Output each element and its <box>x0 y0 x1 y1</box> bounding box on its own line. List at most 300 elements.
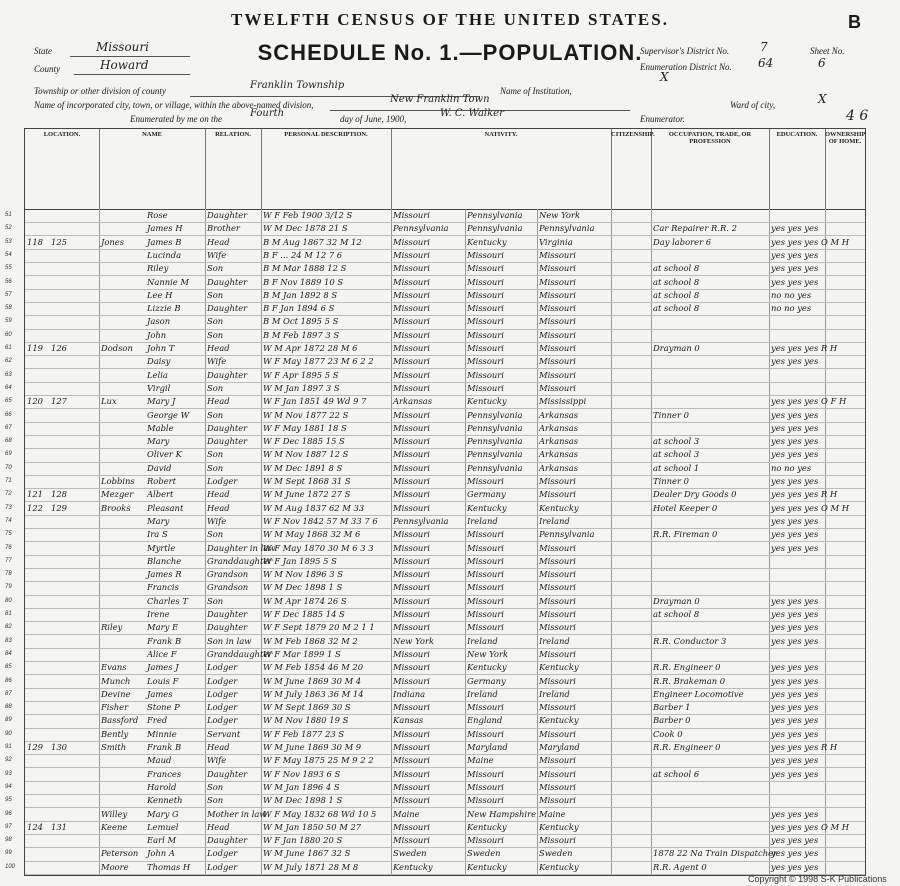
cell-edu: yes yes yes <box>771 422 819 433</box>
table-row <box>5 741 865 755</box>
cell-b1: Missouri <box>393 249 430 260</box>
cell-b2: Missouri <box>467 356 504 367</box>
cell-b2: England <box>467 715 503 726</box>
cell-b2: Kentucky <box>467 236 507 247</box>
cell-b2: Missouri <box>467 529 504 540</box>
cell-b1: New York <box>393 635 435 646</box>
col-ownership: OWNERSHIP OF HOME. <box>825 131 866 145</box>
cell-rel: Daughter <box>207 303 248 314</box>
line-number: 95 <box>5 797 12 804</box>
page-title: TWELFTH CENSUS OF THE UNITED STATES. <box>231 10 669 29</box>
table-row <box>5 249 865 263</box>
cell-b2: Missouri <box>467 276 504 287</box>
cell-given: Mary E <box>147 622 179 633</box>
cell-desc: W M June 1867 32 S <box>263 848 351 859</box>
cell-desc: W F Nov 1842 57 M 33 7 6 <box>263 515 378 526</box>
table-row <box>5 688 865 702</box>
col-citizenship: CITIZENSHIP. <box>611 129 652 209</box>
cell-b2: Missouri <box>467 476 504 486</box>
cell-edu: yes yes yes R H <box>771 343 838 353</box>
cell-sur: Peterson <box>101 848 139 859</box>
line-number: 52 <box>5 225 12 232</box>
cell-b2: Missouri <box>467 768 504 779</box>
cell-b1: Missouri <box>393 609 430 619</box>
cell-desc: W M Feb 1868 32 M 2 <box>263 635 358 646</box>
cell-b1: Missouri <box>393 742 430 752</box>
township-value: Franklin Township <box>250 80 345 91</box>
cell-edu: yes yes yes <box>771 449 819 460</box>
cell-b2: Pennsylvania <box>467 210 523 220</box>
cell-occ: Day laborer 6 <box>653 236 712 247</box>
cell-b3: Missouri <box>539 263 576 274</box>
cell-sur: Keene <box>101 821 128 832</box>
cell-b1: Missouri <box>393 489 430 500</box>
cell-sur: Brooks <box>101 502 131 513</box>
line-number: 90 <box>5 730 12 737</box>
cell-rel: Head <box>207 502 230 513</box>
cell-dw: 129 <box>27 742 43 752</box>
cell-b2: Maryland <box>467 742 508 752</box>
line-number: 76 <box>5 544 12 551</box>
cell-b1: Missouri <box>393 276 430 287</box>
cell-rel: Wife <box>207 356 227 367</box>
table-row <box>5 382 865 396</box>
cell-given: James R <box>147 569 182 580</box>
cell-b2: Pennsylvania <box>467 449 523 460</box>
table-row <box>5 847 865 861</box>
cell-rel: Daughter <box>207 210 248 220</box>
cell-edu: no no yes <box>771 303 812 314</box>
line-number: 55 <box>5 265 12 272</box>
cell-edu: yes yes yes <box>771 356 819 367</box>
county-value: Howard <box>100 58 149 72</box>
cell-b3: Missouri <box>539 728 576 739</box>
cell-b3: Missouri <box>539 476 576 486</box>
cell-b1: Kansas <box>393 715 424 726</box>
cell-b3: Missouri <box>539 303 576 314</box>
cell-given: Francis <box>147 582 179 593</box>
cell-given: Lelia <box>147 369 168 380</box>
cell-given: Lucinda <box>147 249 182 260</box>
cell-given: Maud <box>147 755 172 766</box>
cell-rel: Son <box>207 595 224 606</box>
cell-b2: Missouri <box>467 582 504 593</box>
cell-b3: Missouri <box>539 249 576 260</box>
cell-b2: Pennsylvania <box>467 223 523 234</box>
cell-edu: yes yes yes <box>771 263 819 274</box>
cell-occ: at school 6 <box>653 768 700 779</box>
line-number: 93 <box>5 770 12 777</box>
cell-b3: Missouri <box>539 781 576 792</box>
table-row <box>5 528 865 542</box>
cell-given: John T <box>147 343 175 353</box>
cell-b3: Pennsylvania <box>539 223 595 234</box>
cell-fam: 125 <box>51 236 67 247</box>
cell-given: Harold <box>147 781 177 792</box>
cell-rel: Daughter <box>207 768 248 779</box>
table-row <box>5 289 865 303</box>
cell-rel: Son <box>207 781 224 792</box>
cell-dw: 124 <box>27 821 43 832</box>
cell-desc: W F Sept 1879 20 M 2 1 1 <box>263 622 375 633</box>
cell-rel: Son <box>207 329 224 340</box>
cell-desc: W F Jan 1851 49 Wd 9 7 <box>263 396 367 407</box>
cell-b2: Missouri <box>467 795 504 806</box>
cell-b1: Indiana <box>393 688 426 699</box>
cell-occ: R.R. Brakeman 0 <box>653 675 726 686</box>
table-row <box>5 595 865 609</box>
cell-given: Charles T <box>147 595 188 606</box>
cell-given: Mary G <box>147 808 179 819</box>
line-number: 71 <box>5 478 12 484</box>
cell-given: Stone P <box>147 702 180 713</box>
line-number: 66 <box>5 411 12 418</box>
cell-desc: W F May 1870 30 M 6 3 3 <box>263 542 374 553</box>
cell-b3: Kentucky <box>539 861 579 872</box>
cell-desc: W F Dec 1885 14 S <box>263 609 345 619</box>
cell-rel: Head <box>207 396 230 407</box>
line-number: 97 <box>5 823 12 830</box>
cell-occ: R.R. Conductor 3 <box>653 635 727 646</box>
table-row <box>5 754 865 768</box>
cell-rel: Lodger <box>207 675 238 686</box>
state-value: Missouri <box>96 40 149 54</box>
cell-b1: Missouri <box>393 476 430 486</box>
cell-rel: Daughter <box>207 622 248 633</box>
cell-rel: Wife <box>207 249 227 260</box>
cell-rel: Son in law <box>207 635 252 646</box>
cell-b2: Missouri <box>467 316 504 327</box>
line-number: 74 <box>5 517 12 524</box>
supervisor-label: Supervisor's District No. <box>640 46 730 56</box>
cell-rel: Servant <box>207 728 241 739</box>
cell-rel: Granddaughter <box>207 555 273 566</box>
cell-desc: W M June 1872 27 S <box>263 489 351 500</box>
cell-desc: W M Apr 1872 28 M 6 <box>263 343 358 353</box>
cell-given: Jason <box>147 316 171 327</box>
cell-occ: at school 8 <box>653 263 700 274</box>
cell-b2: Missouri <box>467 263 504 274</box>
cell-b2: Missouri <box>467 249 504 260</box>
enum-district-value: 64 <box>758 56 774 70</box>
cell-b3: Kentucky <box>539 821 579 832</box>
cell-b1: Missouri <box>393 502 430 513</box>
cell-desc: W M Aug 1837 62 M 33 <box>263 502 365 513</box>
line-number: 68 <box>5 438 12 445</box>
county-label: County <box>34 64 60 74</box>
cell-rel: Lodger <box>207 848 238 859</box>
cell-edu: yes yes yes <box>771 409 819 420</box>
cell-desc: W M Nov 1887 12 S <box>263 449 349 460</box>
cell-b1: Missouri <box>393 369 430 380</box>
cell-edu: yes yes yes O M H <box>771 821 850 832</box>
col-nativity: NATIVITY. <box>391 129 612 209</box>
line-number: 70 <box>5 464 12 471</box>
cell-b2: Missouri <box>467 343 504 353</box>
cell-edu: yes yes yes <box>771 609 819 619</box>
line-number: 60 <box>5 331 12 338</box>
cell-desc: W F May 1881 18 S <box>263 422 347 433</box>
table-row <box>5 355 865 369</box>
county-underline <box>74 74 190 75</box>
line-number: 85 <box>5 664 12 671</box>
cell-b1: Missouri <box>393 462 430 473</box>
cell-b2: Missouri <box>467 329 504 340</box>
table-row <box>5 302 865 316</box>
schedule-title: SCHEDULE No. 1.—POPULATION. <box>257 40 643 65</box>
line-number: 84 <box>5 650 12 657</box>
cell-desc: W M June 1869 30 M 4 <box>263 675 362 686</box>
cell-desc: W F Jan 1880 20 S <box>263 835 343 846</box>
cell-b3: Missouri <box>539 755 576 766</box>
cell-desc: W M Dec 1898 1 S <box>263 795 343 806</box>
enumerator-label: Enumerator. <box>640 114 685 124</box>
cell-b3: Ireland <box>539 515 570 526</box>
table-row <box>5 555 865 569</box>
cell-sur: Munch <box>101 675 131 686</box>
cell-b3: Missouri <box>539 329 576 340</box>
cell-b1: Missouri <box>393 569 430 580</box>
cell-b2: Missouri <box>467 728 504 739</box>
cell-b1: Pennsylvania <box>393 223 449 234</box>
cell-edu: yes yes yes O M H <box>771 236 850 247</box>
table-row <box>5 661 865 675</box>
cell-b3: Kentucky <box>539 715 579 726</box>
cell-given: Virgil <box>147 382 171 393</box>
cell-edu: yes yes yes <box>771 249 819 260</box>
cell-rel: Wife <box>207 755 227 766</box>
cell-given: Kenneth <box>147 795 183 806</box>
cell-sur: Jones <box>101 236 125 247</box>
cell-rel: Lodger <box>207 715 238 726</box>
cell-occ: R.R. Agent 0 <box>653 861 707 872</box>
cell-given: Riley <box>147 263 169 274</box>
cell-rel: Daughter <box>207 609 248 619</box>
sheet-value: 6 <box>818 56 826 70</box>
cell-edu: yes yes yes <box>771 848 819 859</box>
cell-desc: W M Dec 1878 21 S <box>263 223 348 234</box>
cell-occ: R.R. Engineer 0 <box>653 662 721 673</box>
line-number: 67 <box>5 424 12 431</box>
cell-desc: W F May 1877 23 M 6 2 2 <box>263 356 374 367</box>
table-row <box>5 568 865 582</box>
cell-occ: R.R. Fireman 0 <box>653 529 718 540</box>
cell-b1: Missouri <box>393 343 430 353</box>
cell-given: Frank B <box>147 635 182 646</box>
cell-sur: Bently <box>101 728 129 739</box>
line-number: 58 <box>5 305 12 312</box>
cell-edu: yes yes yes <box>771 768 819 779</box>
cell-b3: Maryland <box>539 742 580 752</box>
line-number: 62 <box>5 358 12 365</box>
line-number: 81 <box>5 611 12 617</box>
table-row <box>5 608 865 622</box>
cell-b3: Arkansas <box>539 449 579 460</box>
table-row <box>5 462 865 476</box>
cell-edu: yes yes yes <box>771 675 819 686</box>
population-table <box>5 128 866 876</box>
cell-given: James H <box>147 223 183 234</box>
cell-occ: Cook 0 <box>653 728 683 739</box>
cell-rel: Daughter <box>207 436 248 447</box>
cell-rel: Head <box>207 821 230 832</box>
cell-desc: B M Jan 1892 8 S <box>263 289 338 300</box>
cell-b1: Missouri <box>393 675 430 686</box>
line-number: 69 <box>5 451 12 458</box>
cell-b1: Missouri <box>393 263 430 274</box>
ward-value: X <box>818 92 827 106</box>
cell-given: Frances <box>147 768 182 779</box>
cell-rel: Mother in law <box>207 808 267 819</box>
cell-given: Fred <box>147 715 168 726</box>
cell-desc: B M Aug 1867 32 M 12 <box>263 236 362 247</box>
cell-b1: Missouri <box>393 582 430 593</box>
cell-rel: Daughter <box>207 835 248 846</box>
cell-edu: yes yes yes <box>771 635 819 646</box>
cell-fam: 128 <box>51 489 67 500</box>
cell-desc: W M Sept 1868 31 S <box>263 476 351 486</box>
cell-desc: W F Apr 1895 5 S <box>263 369 339 380</box>
table-row <box>5 542 865 556</box>
cell-given: Myrtle <box>147 542 176 553</box>
line-number: 83 <box>5 637 12 644</box>
line-number: 57 <box>5 291 12 298</box>
cell-sur: Lobbins <box>101 476 135 486</box>
cell-edu: yes yes yes <box>771 223 819 234</box>
cell-rel: Head <box>207 236 230 247</box>
cell-occ: at school 3 <box>653 436 700 447</box>
cell-rel: Lodger <box>207 702 238 713</box>
cell-b2: Missouri <box>467 542 504 553</box>
table-row <box>5 768 865 782</box>
cell-occ: Barber 0 <box>653 715 691 726</box>
line-number: 78 <box>5 571 12 578</box>
table-row <box>5 635 865 649</box>
line-number: 89 <box>5 717 12 724</box>
cell-desc: W M Apr 1874 26 S <box>263 595 347 606</box>
cell-b2: Kentucky <box>467 502 507 513</box>
cell-fam: 131 <box>51 821 67 832</box>
cell-b1: Missouri <box>393 542 430 553</box>
cell-dw: 122 <box>27 502 43 513</box>
line-number: 61 <box>5 345 12 351</box>
table-row <box>5 834 865 848</box>
cell-edu: yes yes yes <box>771 755 819 766</box>
table-row <box>5 781 865 795</box>
cell-b1: Missouri <box>393 821 430 832</box>
col-location: LOCATION. <box>25 129 100 209</box>
cell-sur: Moore <box>101 861 129 872</box>
cell-rel: Son <box>207 289 224 300</box>
cell-b2: Missouri <box>467 369 504 380</box>
cell-sur: Fisher <box>101 702 129 713</box>
cell-desc: W M July 1871 28 M 8 <box>263 861 359 872</box>
cell-rel: Lodger <box>207 662 238 673</box>
cell-b2: Missouri <box>467 289 504 300</box>
cell-b1: Missouri <box>393 835 430 846</box>
cell-rel: Son <box>207 382 224 393</box>
cell-rel: Son <box>207 529 224 540</box>
cell-b1: Kentucky <box>393 861 433 872</box>
cell-edu: yes yes yes <box>771 515 819 526</box>
cell-given: David <box>147 462 172 473</box>
city-label: Name of incorporated city, town, or village, within the above-named division, <box>34 100 314 110</box>
enum-district-label: Enumeration District No. <box>640 62 732 72</box>
copyright-notice: Copyright © 1998 S-K Publications <box>748 874 887 884</box>
cell-occ: at school 8 <box>653 609 700 619</box>
col-education: EDUCATION. <box>769 129 826 209</box>
cell-occ: Drayman 0 <box>653 595 700 606</box>
table-row <box>5 262 865 276</box>
cell-desc: B F Nov 1889 10 S <box>263 276 344 287</box>
cell-desc: W M Feb 1854 46 M 20 <box>263 662 364 673</box>
cell-edu: yes yes yes <box>771 662 819 673</box>
cell-b1: Missouri <box>393 303 430 314</box>
cell-edu: yes yes yes <box>771 622 819 633</box>
cell-edu: yes yes yes <box>771 276 819 287</box>
cell-dw: 118 <box>27 236 43 247</box>
cell-rel: Daughter <box>207 369 248 380</box>
table-row <box>5 701 865 715</box>
cell-b2: Pennsylvania <box>467 462 523 473</box>
cell-rel: Son <box>207 316 224 327</box>
cell-b2: Pennsylvania <box>467 436 523 447</box>
enumerator-value: W. C. Walker <box>440 108 504 119</box>
col-occupation: OCCUPATION, TRADE, OR PROFESSION <box>651 129 770 209</box>
cell-b3: Missouri <box>539 276 576 287</box>
line-number: 82 <box>5 624 12 631</box>
cell-occ: at school 8 <box>653 303 700 314</box>
cell-edu: yes yes yes <box>771 688 819 699</box>
cell-given: James B <box>147 236 182 247</box>
cell-given: Robert <box>147 476 177 486</box>
line-number: 91 <box>5 744 12 750</box>
table-row <box>5 581 865 595</box>
cell-edu: yes yes yes O M H <box>771 502 850 513</box>
cell-b2: Ireland <box>467 688 498 699</box>
cell-given: Nannie M <box>147 276 189 287</box>
cell-rel: Son <box>207 449 224 460</box>
table-row <box>5 329 865 343</box>
sheet-letter: B <box>848 12 861 32</box>
cell-b3: Arkansas <box>539 436 579 447</box>
cell-b3: Virginia <box>539 236 573 247</box>
cell-occ: R.R. Engineer 0 <box>653 742 721 752</box>
cell-sur: Evans <box>101 662 127 673</box>
cell-fam: 126 <box>51 343 67 353</box>
city-value: New Franklin Town <box>390 94 490 105</box>
cell-b2: Missouri <box>467 622 504 633</box>
cell-b2: Germany <box>467 675 506 686</box>
state-underline <box>70 56 190 57</box>
table-row <box>5 236 865 250</box>
cell-desc: W F Feb 1900 3/12 S <box>263 210 353 220</box>
cell-b3: Kentucky <box>539 662 579 673</box>
cell-given: Pleasant <box>147 502 184 513</box>
table-row <box>5 794 865 808</box>
cell-desc: W F May 1832 68 Wd 10 5 <box>263 808 377 819</box>
cell-edu: yes yes yes <box>771 595 819 606</box>
cell-occ: Tinner 0 <box>653 409 690 420</box>
table-row <box>5 502 865 516</box>
cell-b1: Missouri <box>393 622 430 633</box>
cell-given: John <box>147 329 167 340</box>
table-row <box>5 276 865 290</box>
enumerated-day: Fourth <box>250 108 285 119</box>
cell-b1: Missouri <box>393 382 430 393</box>
cell-b1: Missouri <box>393 595 430 606</box>
cell-edu: yes yes yes <box>771 529 819 540</box>
